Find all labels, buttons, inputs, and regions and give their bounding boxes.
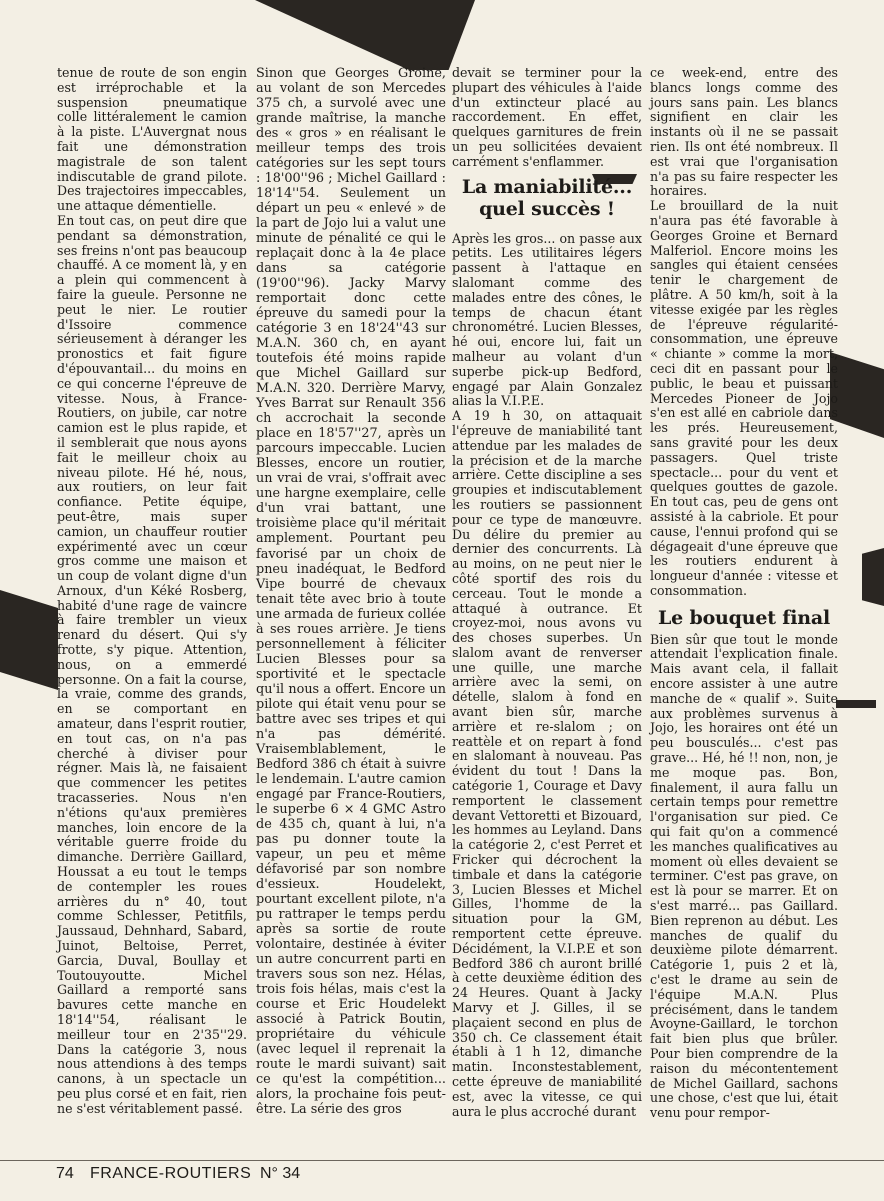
paragraph: Après les gros... on passe aux petits. Les utilitaires légers passent à l'attaque en slalomant comme des malades entre des cônes, le temps de chacun étant chronométré. Lucien Blesses, hé oui, encore lui, fait un malheur au volant d'un superbe pick-up Bedford, engagé par Alain Gonzalez alias la V.I.P.E. xyxy=(452,230,642,409)
issue-number: N° 34 xyxy=(260,1165,301,1182)
paragraph: ce week-end, entre des blancs longs comme des jours sans pain. Les blancs signifient en clair les instants où il ne se passait rien. Ils ont été nombreux. Il est vrai que l'organisation n'a pas su faire respecter les horaires. xyxy=(650,65,838,199)
decorative-slash-top xyxy=(255,0,475,70)
decorative-slash-right xyxy=(830,352,884,438)
paragraph: tenue de route de son engin est irréprochable et la suspension pneumatique colle littéralement le camion à la piste. L'Auvergnat nous fait une démonstration magistrale de son talent indiscutable de grand pilote. Des trajectoires impeccables, une attaque démentielle. xyxy=(57,65,247,214)
article-column-1 xyxy=(57,66,247,1117)
page-number: 74 xyxy=(56,1165,74,1182)
article-column-2 xyxy=(256,66,446,1117)
decorative-slash-left xyxy=(0,590,58,690)
decorative-slash-right-lower xyxy=(862,548,884,606)
article-column-3 xyxy=(452,66,642,1119)
section-heading-bouquet-final: Le bouquet final xyxy=(658,606,830,629)
paragraph: En tout cas, on peut dire que pendant sa démonstration, ses freins n'ont pas beaucoup chauffé. A ce moment là, y en a plein qui commencent à faire la gueule. Personne ne peut le nier. Le routier d'Issoire commence sérieusement à déranger les pronostics et fait figure d'épouvantail... du moins en ce qui concerne l'épreuve de vitesse. Nous, à France-Routiers, on jubile, car notre camion est le plus rapide, et il semblerait que nous ayons fait le meilleur choix au niveau pilote. Hé hé, nous, aux routiers, on leur fait confiance. Petite équipe, peut-être, mais super camion, un chauffeur routier expérimenté avec un cœur gros comme une maison et un coup de volant digne d'un Arnoux, d'un Kéké Rosberg, habité d'une rage de vaincre à faire trembler un vieux renard du désert. Qui s'y frotte, s'y pique. Attention, nous, on a emmerdé personne. On a fait la course, la vraie, comme des grands, en se comportant en amateur, dans l'esprit routier, en tout cas, on n'a pas cherché à diviser pour régner. Mais là, ne faisaient que commencer les petites tracasseries. Nous n'en n'étions qu'aux premières manches, loin encore de la véritable guerre froide du dimanche. Derrière Gaillard, Houssat a eu tout le temps de contempler les roues arrières du n° 40, tout comme Schlesser, Petitfils, Jaussaud, Dehnhard, Sabard, Juinot, Beltoise, Perret, Garcia, Duval, Boullay et Toutouyoutte. Michel Gaillard a remporté sans bavures cette manche en 18'14''54, réalisant le meilleur tour en 2'35''29. Dans la catégorie 3, nous nous attendions à des temps canons, à un spectacle un peu plus corsé et en fait, rien ne s'est véritablement passé. xyxy=(57,212,247,1116)
magazine-name: FRANCE-ROUTIERS xyxy=(90,1165,252,1182)
section-heading-maniabilite: La maniabilité... quel succès ! xyxy=(461,175,633,220)
paragraph: Le brouillard de la nuit n'aura pas été favorable à Georges Groine et Bernard Malferiol. Encore moins les sangles qui étaient censées tenir le chargement de plâtre. A 50 km/h, soit à la vitesse exigée par les règles de l'épreuve régularité-consommation, une épreuve « chiante » comme la mort, ceci dit en passant pour le public, le beau et puissant Mercedes Pioneer de Jojo s'en est allé en cabriole dans les prés. Heureusement, sans gravité pour les deux passagers. Quel triste spectacle... pour du vent et quelques gouttes de gazole. En tout cas, peu de gens ont assisté à la cabriole. Et pour cause, l'ennui profond qui se dégageait d'une épreuve que les routiers endurent à longueur d'année : vitesse et consommation. xyxy=(650,198,838,598)
paragraph: A 19 h 30, on attaquait l'épreuve de maniabilité tant attendue par les malades de la précision et de la marche arrière. Cette discipline a ses groupies et indiscutablement les routiers se passionnent pour ce type de manœuvre. Du délire du premier au dernier des concurrents. Là au moins, on ne peut nier le côté sportif des rois du cerceau. Tout le monde a attaqué à outrance. Et croyez-moi, nous avons vu des choses superbes. Un slalom avant de renverser une quille, une marche arrière avec la semi, on dételle, slalom à fond en avant bien sûr, marche arrière et re-slalom ; on reattèle et on repart à fond en slalomant à nouveau. Pas évident du tout ! Dans la catégorie 1, Courage et Davy remportent le classement devant Vettoretti et Bizouard, les hommes au Leyland. Dans la catégorie 2, c'est Perret et Fricker qui décrochent la timbale et dans la catégorie 3, Lucien Blesses et Michel Gilles, l'homme de la situation pour la GM, remportent cette épreuve. Décidément, la V.I.P.E et son Bedford 386 ch auront brillé à cette deuxième édition des 24 Heures. Quant à Jacky Marvy et J. Gilles, il se plaçaient second en plus de 350 ch. Ce classement était établi à 1 h 12, dimanche matin. Inconstestablement, cette épreuve de maniabilité est, avec la vitesse, ce qui aura le plus accroché durant xyxy=(452,408,642,1119)
article-column-4 xyxy=(650,66,838,1121)
paragraph: Sinon que Georges Groine, au volant de son Mercedes 375 ch, a survolé avec une grande maîtrise, la manche des « gros » en réalisant le meilleur temps des trois catégories sur les sept tours : 18'00''96 ; Michel Gaillard : 18'14''54. Seulement un départ un peu « enlevé » de la part de Jojo lui a valut une minute de pénalité ce qui le replaçait donc à la 4e place dans sa catégorie (19'00''96). Jacky Marvy remportait donc cette épreuve du samedi pour la catégorie 3 en 18'24''43 sur M.A.N. 360 ch, en ayant toutefois été moins rapide que Michel Gaillard sur M.A.N. 320. Derrière Marvy, Yves Barrat sur Renault 356 ch accrochait la seconde place en 18'57''27, après un parcours impeccable. Lucien Blesses, encore un routier, un vrai de vrai, s'offrait avec une hargne exemplaire, celle d'un vrai battant, une troisième place qu'il méritait amplement. Pourtant peu favorisé par un choix de pneu inadéquat, le Bedford Vipe bourré de chevaux tenait tête avec brio à toute une armada de furieux collée à ses roues arrière. Je tiens personnellement à féliciter Lucien Blesses pour sa sportivité et le spectacle qu'il nous a offert. Encore un pilote qui était venu pour se battre avec ses tripes et qui n'a pas démérité. Vraisemblablement, le Bedford 386 ch était à suivre le lendemain. L'autre camion engagé par France-Routiers, le superbe 6 × 4 GMC Astro de 435 ch, quant à lui, n'a pas pu donner toute la vapeur, un peu et même défavorisé par son nombre d'essieux. Houdelekt, pourtant excellent pilote, n'a pu rattraper le temps perdu après sa sortie de route volontaire, destinée à éviter un autre concurrent parti en travers sous son nez. Hélas, trois fois hélas, mais c'est la course et Eric Houdelekt associé à Patrick Boutin, propriétaire du véhicule (avec lequel il reprenait la route le mardi suivant) sait ce qu'est la compétition... alors, la prochaine fois peut-être. La série des gros xyxy=(256,66,446,1118)
paragraph: devait se terminer pour la plupart des véhicules à l'aide d'un extincteur placé au raccordement. En effet, quelques garnitures de frein un peu sollicitées devaient carrément s'enflammer. xyxy=(452,65,642,169)
page-footer xyxy=(0,1160,884,1201)
paragraph: Bien sûr que tout le monde attendait l'explication finale. Mais avant cela, il fallait encore assister à une autre manche de « qualif ». Suite aux problèmes survenus à Jojo, les horaires ont été un peu bousculés... c'est pas grave... Hé, hé !! non, non, je me moque pas. Bon, finalement, il aura fallu un certain temps pour remettre l'organisation sur pied. Ce qui fait qu'on a commencé les manches qualificatives au moment où elles devaient se terminer. C'est pas grave, on est là pour se marrer. Et on s'est marré... pas Gaillard. Bien reprenon au début. Les manches de qualif du deuxième pilote démarrent. Catégorie 1, puis 2 et là, c'est le drame au sein de l'équipe M.A.N. Plus précisément, dans le tandem Avoyne-Gaillard, le torchon fait bien plus que brûler. Pour bien comprendre de la raison du mécontentement de Michel Gaillard, sachons une chose, c'est que lui, était venu pour rempor- xyxy=(650,631,838,1121)
decorative-bar-right xyxy=(836,700,876,708)
